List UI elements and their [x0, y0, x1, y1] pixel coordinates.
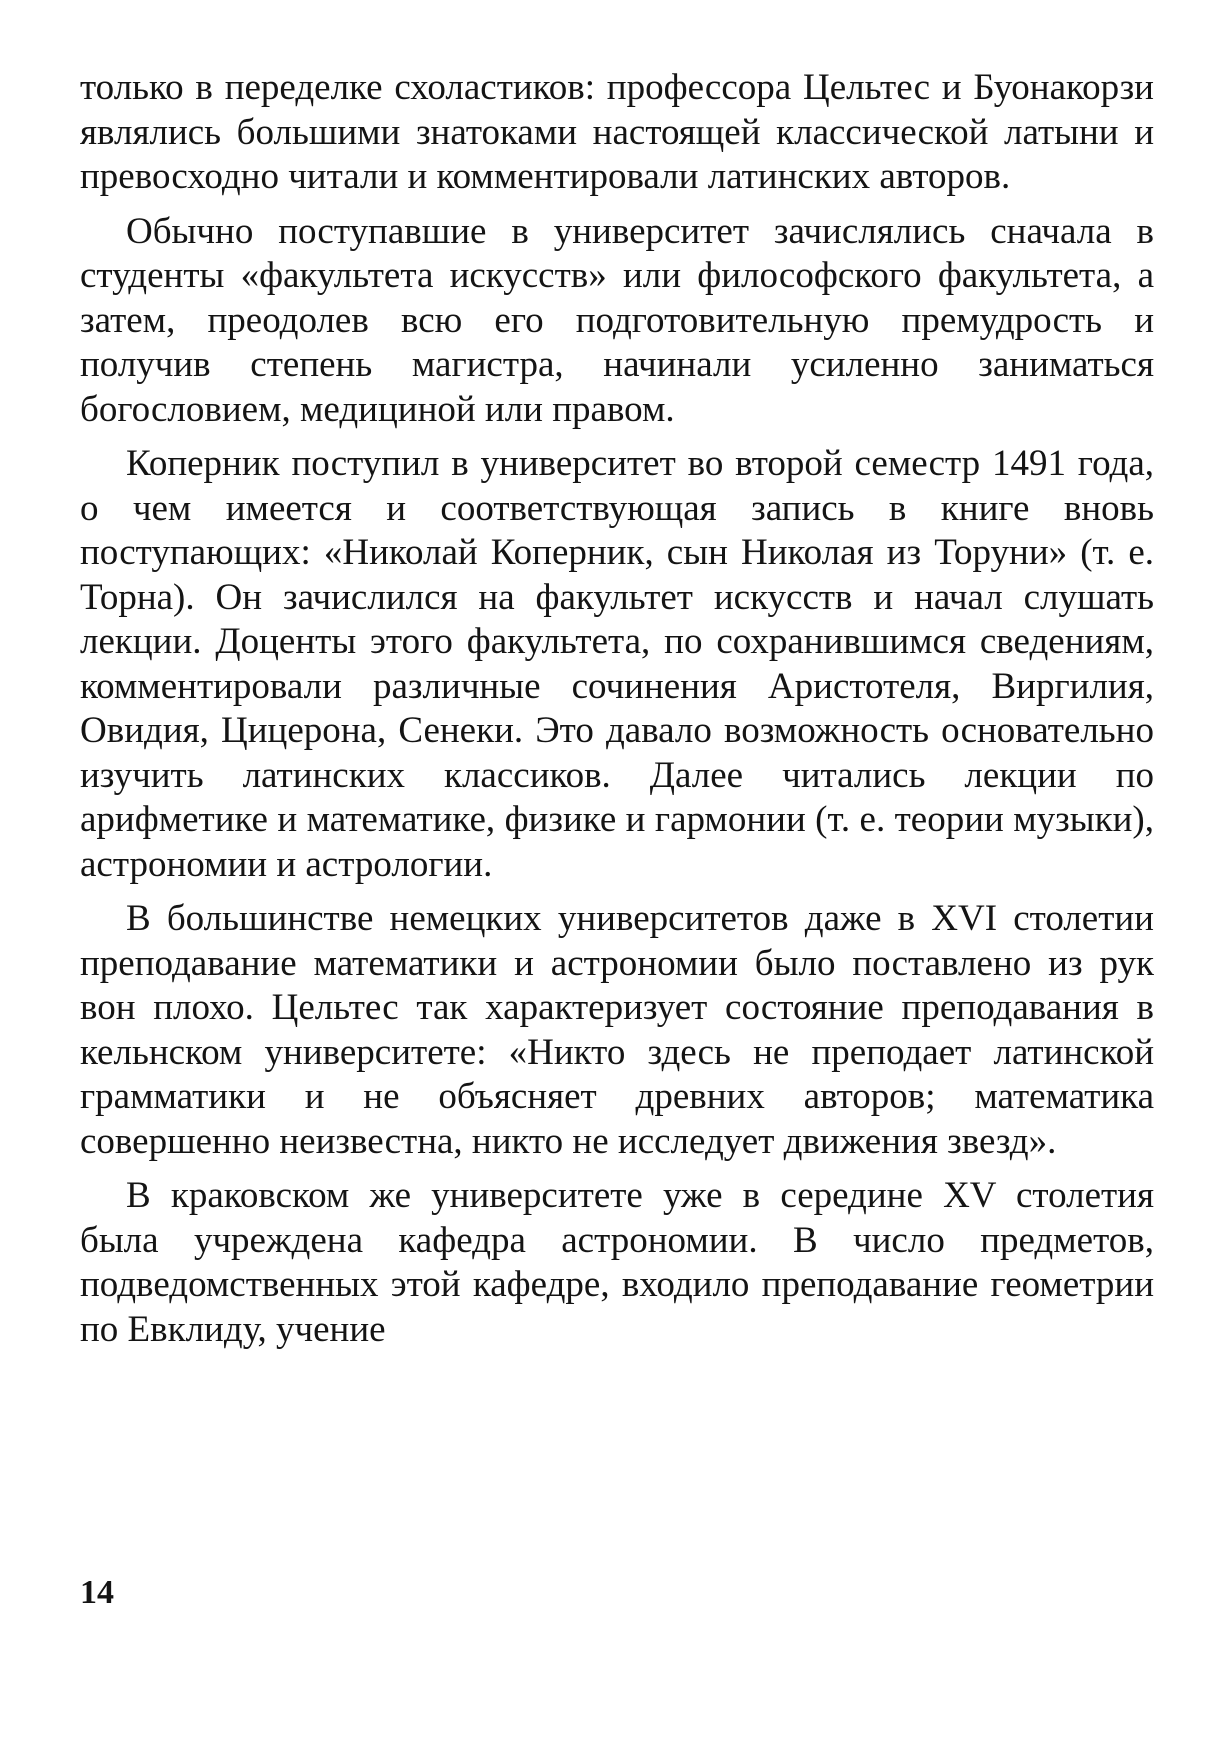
paragraph-continuation: только в переделке схоластиков: профессора Цельтес и Буонакорзи являлись большими знатоками настоящей классической латыни и превосходно читали и комментировали латинских авторов. — [80, 67, 1154, 197]
page-number: 14 — [80, 1574, 114, 1611]
paragraph-german-universities: В большинстве немецких университетов даже в XVI столетии преподавание математики и астрономии было поставлено из рук вон плохо. Цельтес так характеризует состояние преподавания в кельнском университете: «Никто здесь не преподает латинской грамматики и не объясняет древних авторов; математика совершенно неизвестна, никто не исследует движения звезд». — [80, 898, 1154, 1162]
paragraph-copernicus-admission: Коперник поступил в университет во второй семестр 1491 года, о чем имеется и соответствующая запись в книге вновь поступающих: «Николай Коперник, сын Николая из Торуни» (т. е. Торна). Он зачислился на факультет искусств и начал слушать лекции. Доценты этого факультета, по сохранившимся сведениям, комментировали различные сочинения Аристотеля, Виргилия, Овидия, Цицерона, Сенеки. Это давало возможность основательно изучить латинских классиков. Далее читались лекции по арифметике и математике, физике и гармонии (т. е. теории музыки), астрономии и астрологии. — [80, 443, 1154, 885]
page-body — [80, 66, 1154, 1362]
paragraph-krakow-astronomy: В краковском же университете уже в середине XV столетия была учреждена кафедра астрономии. В число предметов, подведомственных этой кафедре, входило преподавание геометрии по Евклиду, учение — [80, 1175, 1154, 1350]
paragraph-university-enrollment: Обычно поступавшие в университет зачислялись сначала в студенты «факультета искусств» или философского факультета, а затем, преодолев всю его подготовительную премудрость и получив степень магистра, начинали усиленно заниматься богословием, медициной или правом. — [80, 210, 1154, 430]
